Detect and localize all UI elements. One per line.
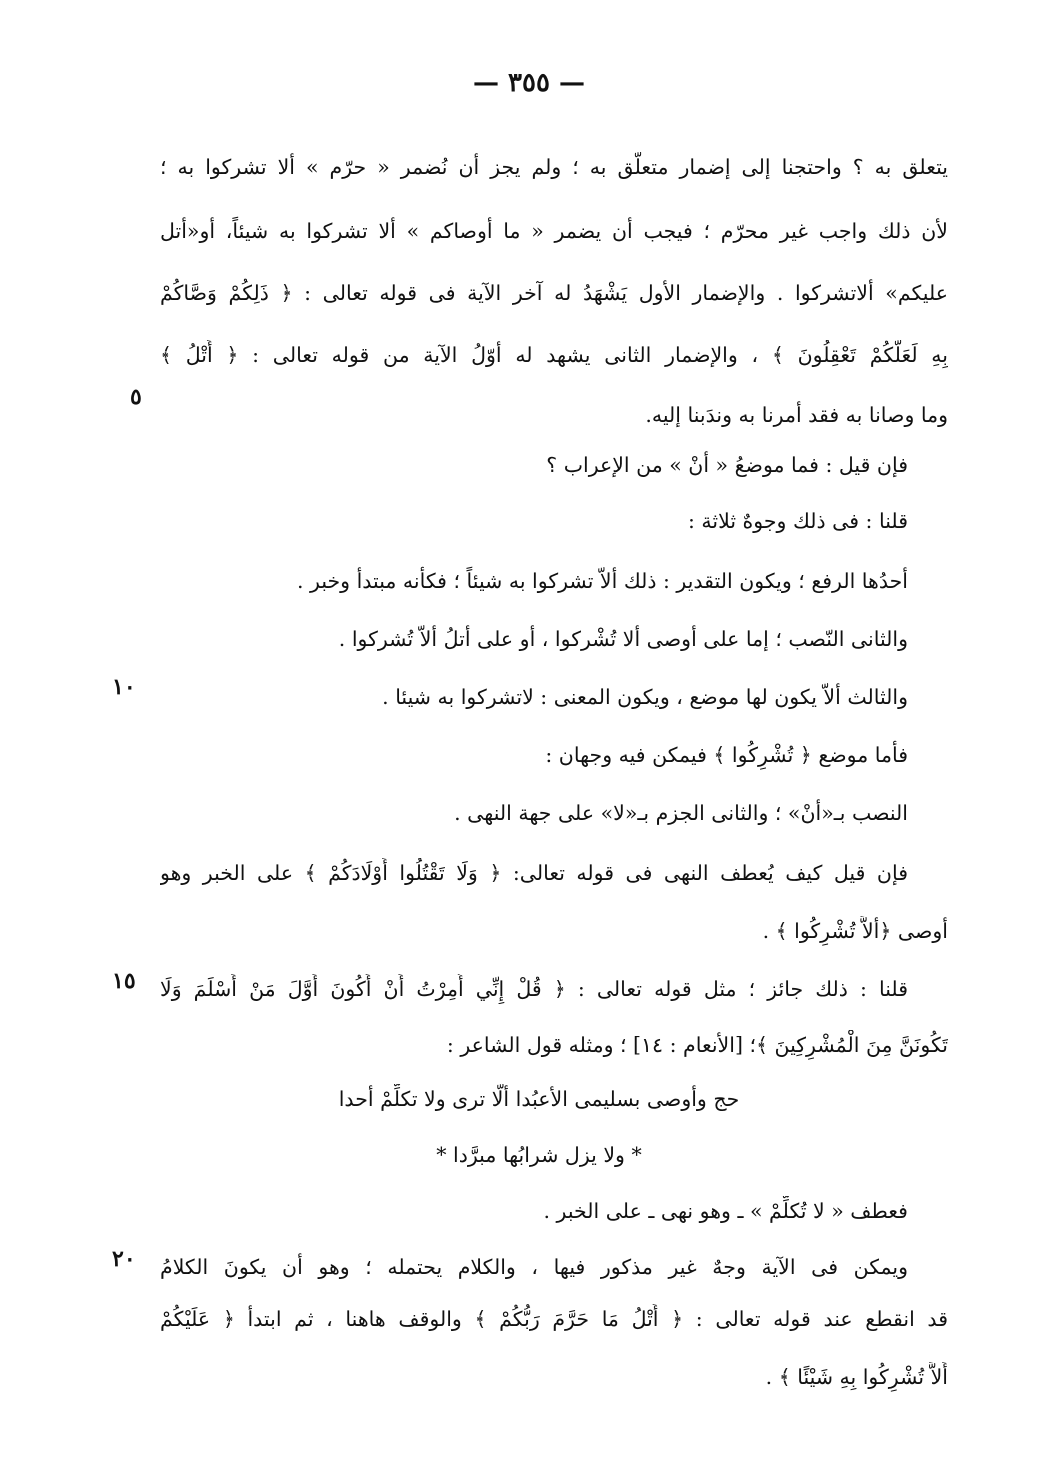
text-line: فإن قيل كيف يُعطف النهى فى قوله تعالى: ﴿ وَلَا تَقْتُلُوا أَوْلَادَكُمْ ﴾ على الخبر وهو (160, 861, 908, 885)
text-line: قلنا : ذلك جائز ؛ مثل قوله تعالى : ﴿ قُلْ إِنِّي أُمِرْتُ أَنْ أَكُونَ أَوَّلَ مَنْ أَسْلَمَ وَلَا (160, 977, 908, 1001)
text-line: فعطف « لا تُكلِّمْ » ـ وهو نهى ـ على الخبر . (543, 1199, 908, 1223)
text-line: يتعلق به ؟ واحتجنا إلى إضمار متعلّق به ؛ ولم يجز أن نُضمر « حرّم » ألا تشركوا به ؛ (160, 155, 948, 179)
verse-line: * ولا يزل شرابُها مبرَّدا * (436, 1143, 642, 1167)
text-line: فأما موضع ﴿ تُشْرِكُوا ﴾ فيمكن فيه وجهان : (545, 743, 908, 767)
line-number: ١٠ (112, 674, 136, 700)
text-line: والثالث ألاّ يكون لها موضع ، ويكون المعنى : لاتشركوا به شيئا . (382, 685, 908, 709)
text-line: أَلاَّ تُشْرِكُوا بِهِ شَيْئًا ﴾ . (765, 1365, 948, 1389)
text-line: عليكم» ألاتشركوا . والإضمار الأول يَشْهَدُ له آخر الآية فى قوله تعالى : ﴿ ذَلِكُمْ وَصَّاكُمْ (160, 281, 948, 305)
text-line: والثانى النّصب ؛ إما على أوصى ألا تُشْركوا ، أو على أتلُ ألاّ تُشركوا . (338, 627, 908, 651)
text-line: لأن ذلك واجب غير محرّم ؛ فيجب أن يضمر « ما أوصاكم » ألا تشركوا به شيئاً، أو«أتل (160, 219, 948, 243)
text-line: تَكُونَنَّ مِنَ الْمُشْرِكِينَ ﴾؛ [الأنعام : ١٤] ؛ ومثله قول الشاعر : (446, 1033, 948, 1057)
text-line: قد انقطع عند قوله تعالى : ﴿ أَتْلُ مَا حَرَّمَ رَبُّكُمْ ﴾ والوقف هاهنا ، ثم ابتدأ ﴿ عَلَيْكُمْ (160, 1307, 948, 1331)
text-line: أوصى ﴿ألاَّ تُشْرِكُوا ﴾ . (762, 919, 948, 943)
page-number: — ٣٥٥ — (472, 68, 586, 98)
line-number: ٥ (130, 384, 142, 410)
text-line: النصب بـ«أنْ» ؛ والثانى الجزم بـ«لا» على جهة النهى . (454, 801, 908, 825)
text-line: ويمكن فى الآية وجهٌ غير مذكور فيها ، والكلام يحتمله ؛ وهو أن يكونَ الكلامُ (160, 1255, 908, 1279)
verse-line: حج وأوصى بسليمى الأعبُدا ألّا ترى ولا تكلِّمْ أحدا (338, 1087, 740, 1111)
text-line: قلنا : فى ذلك وجوهٌ ثلاثة : (687, 509, 908, 533)
line-number: ٢٠ (112, 1246, 136, 1272)
text-line: وما وصانا به فقد أمرنا به وندَبنا إليه. (645, 403, 948, 427)
text-line: أحدُها الرفع ؛ ويكون التقدير : ذلك ألاّ تشركوا به شيئاً ؛ فكأنه مبتدأ وخبر . (296, 569, 908, 593)
text-line: بِهِ لَعَلَّكُمْ تَعْقِلُونَ ﴾ ، والإضمار الثانى يشهد له أوّلُ الآية من قوله تعالى : ﴿ أَتْلُ ﴾ (160, 343, 948, 367)
line-number: ١٥ (112, 968, 136, 994)
text-line: فإن قيل : فما موضعُ « أنْ » من الإعراب ؟ (546, 453, 908, 477)
